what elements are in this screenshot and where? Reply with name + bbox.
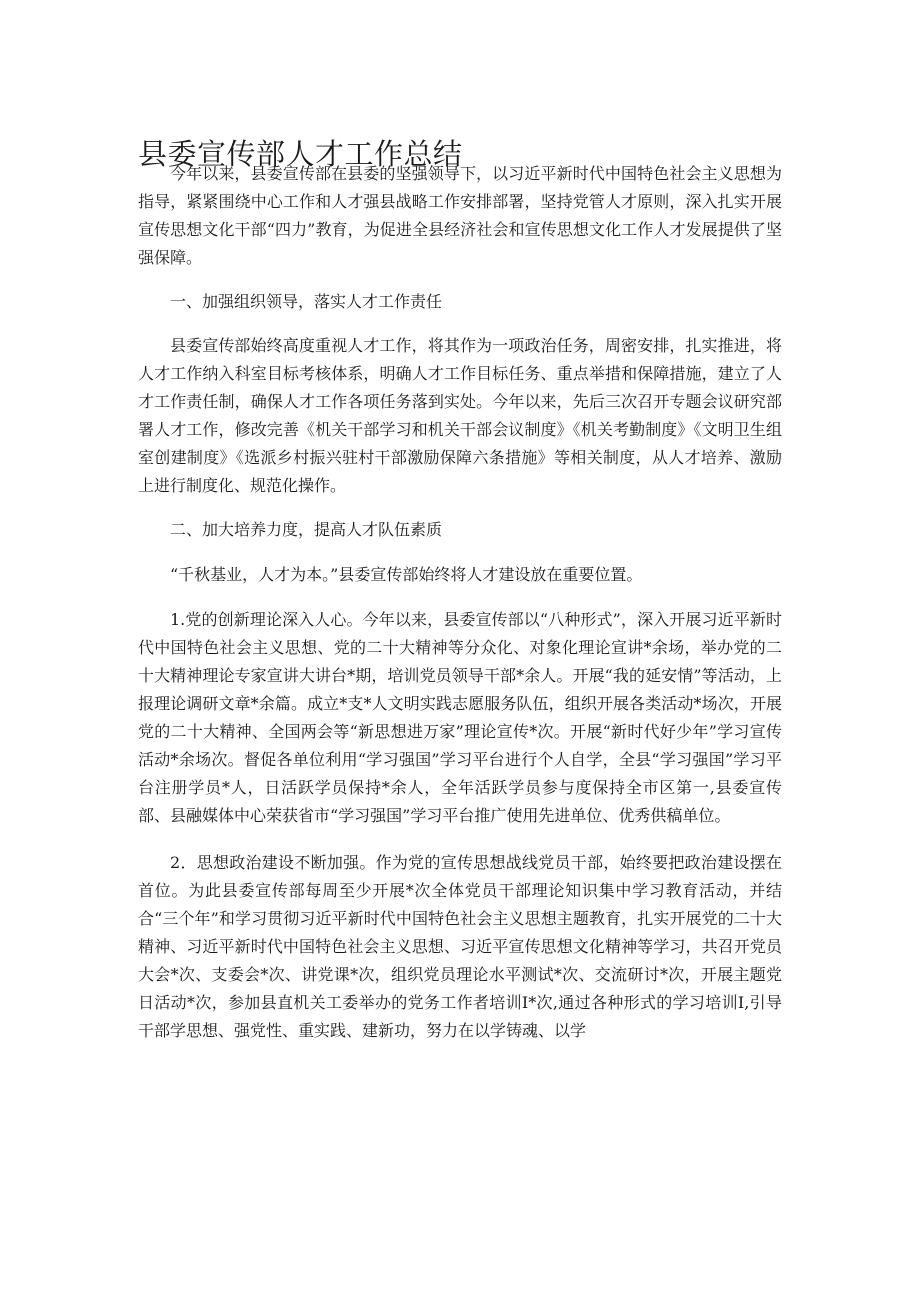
intro-paragraph: 今年以来，县委宣传部在县委的坚强领导下，以习近平新时代中国特色社会主义思想为指导，紧紧围绕中心工作和人才强县战略工作安排部署，坚持党管人才原则，深入扎实开展宣传思想文化干部“四力”教育，为促进全县经济社会和宣传思想文化工作人才发展提供了坚强保障。 <box>138 164 782 267</box>
section-1-paragraph: 县委宣传部始终高度重视人才工作，将其作为一项政治任务，周密安排，扎实推进，将人才工作纳入科室目标考核体系，明确人才工作目标任务、重点举措和保障措施，建立了人才工作责任制，确保人才工作各项任务落到实处。今年以来，先后三次召开专题会议研究部署人才工作，修改完善《机关干部学习和机关干部会议制度》《机关考勤制度》《文明卫生组室创建制度》《选派乡村振兴驻村干部激励保障六条措施》等相关制度，从人才培养、激励上进行制度化、规范化操作。 <box>138 336 782 495</box>
section-heading-2: 二、加大培养力度，提高人才队伍素质 <box>170 520 443 539</box>
item-1-paragraph: 1.党的创新理论深入人心。今年以来，县委宣传部以“八种形式”，深入开展习近平新时代中国特色社会主义思想、党的二十大精神等分众化、对象化理论宣讲*余场，举办党的二十大精神理论专家宣讲大讲台*期，培训党员领导干部*余人。开展“我的延安情”等活动，上报理论调研文章*余篇。成立*支*人文明实践志愿服务队伍，组织开展各类活动*场次，开展党的二十大精神、全国两会等“新思想进万家”理论宣传*次。开展“新时代好少年”学习宣传活动*余场次。督促各单位利用“学习强国”学习平台进行个人自学，全县“学习强国”学习平台注册学员*人，日活跃学员保持*余人，全年活跃学员参与度保持全市区第一,县委宣传部、县融媒体中心荣获省市“学习强国”学习平台推广使用先进单位、优秀供稿单位。 <box>138 610 782 825</box>
document-body <box>138 160 782 1045</box>
document-title: 县委宣传部人才工作总结 <box>138 137 463 171</box>
section-heading-1: 一、加强组织领导，落实人才工作责任 <box>170 292 443 311</box>
item-2-paragraph: 2．思想政治建设不断加强。作为党的宣传思想战线党员干部，始终要把政治建设摆在首位。为此县委宣传部每周至少开展*次全体党员干部理论知识集中学习教育活动，并结合“三个年”和学习贯彻习近平新时代中国特色社会主义思想主题教育，扎实开展党的二十大精神、习近平新时代中国特色社会主义思想、习近平宣传思想文化精神等学习，共召开党员大会*次、支委会*次、讲党课*次，组织党员理论水平测试*次、交流研讨*次，开展主题党日活动*次，参加县直机关工委举办的党务工作者培训I*次,通过各种形式的学习培训I,引导干部学思想、强党性、重实践、建新功，努力在以学铸魂、以学 <box>138 853 782 1040</box>
quote-paragraph: “千秋基业，人才为本。”县委宣传部始终将人才建设放在重要位置。 <box>170 565 643 584</box>
